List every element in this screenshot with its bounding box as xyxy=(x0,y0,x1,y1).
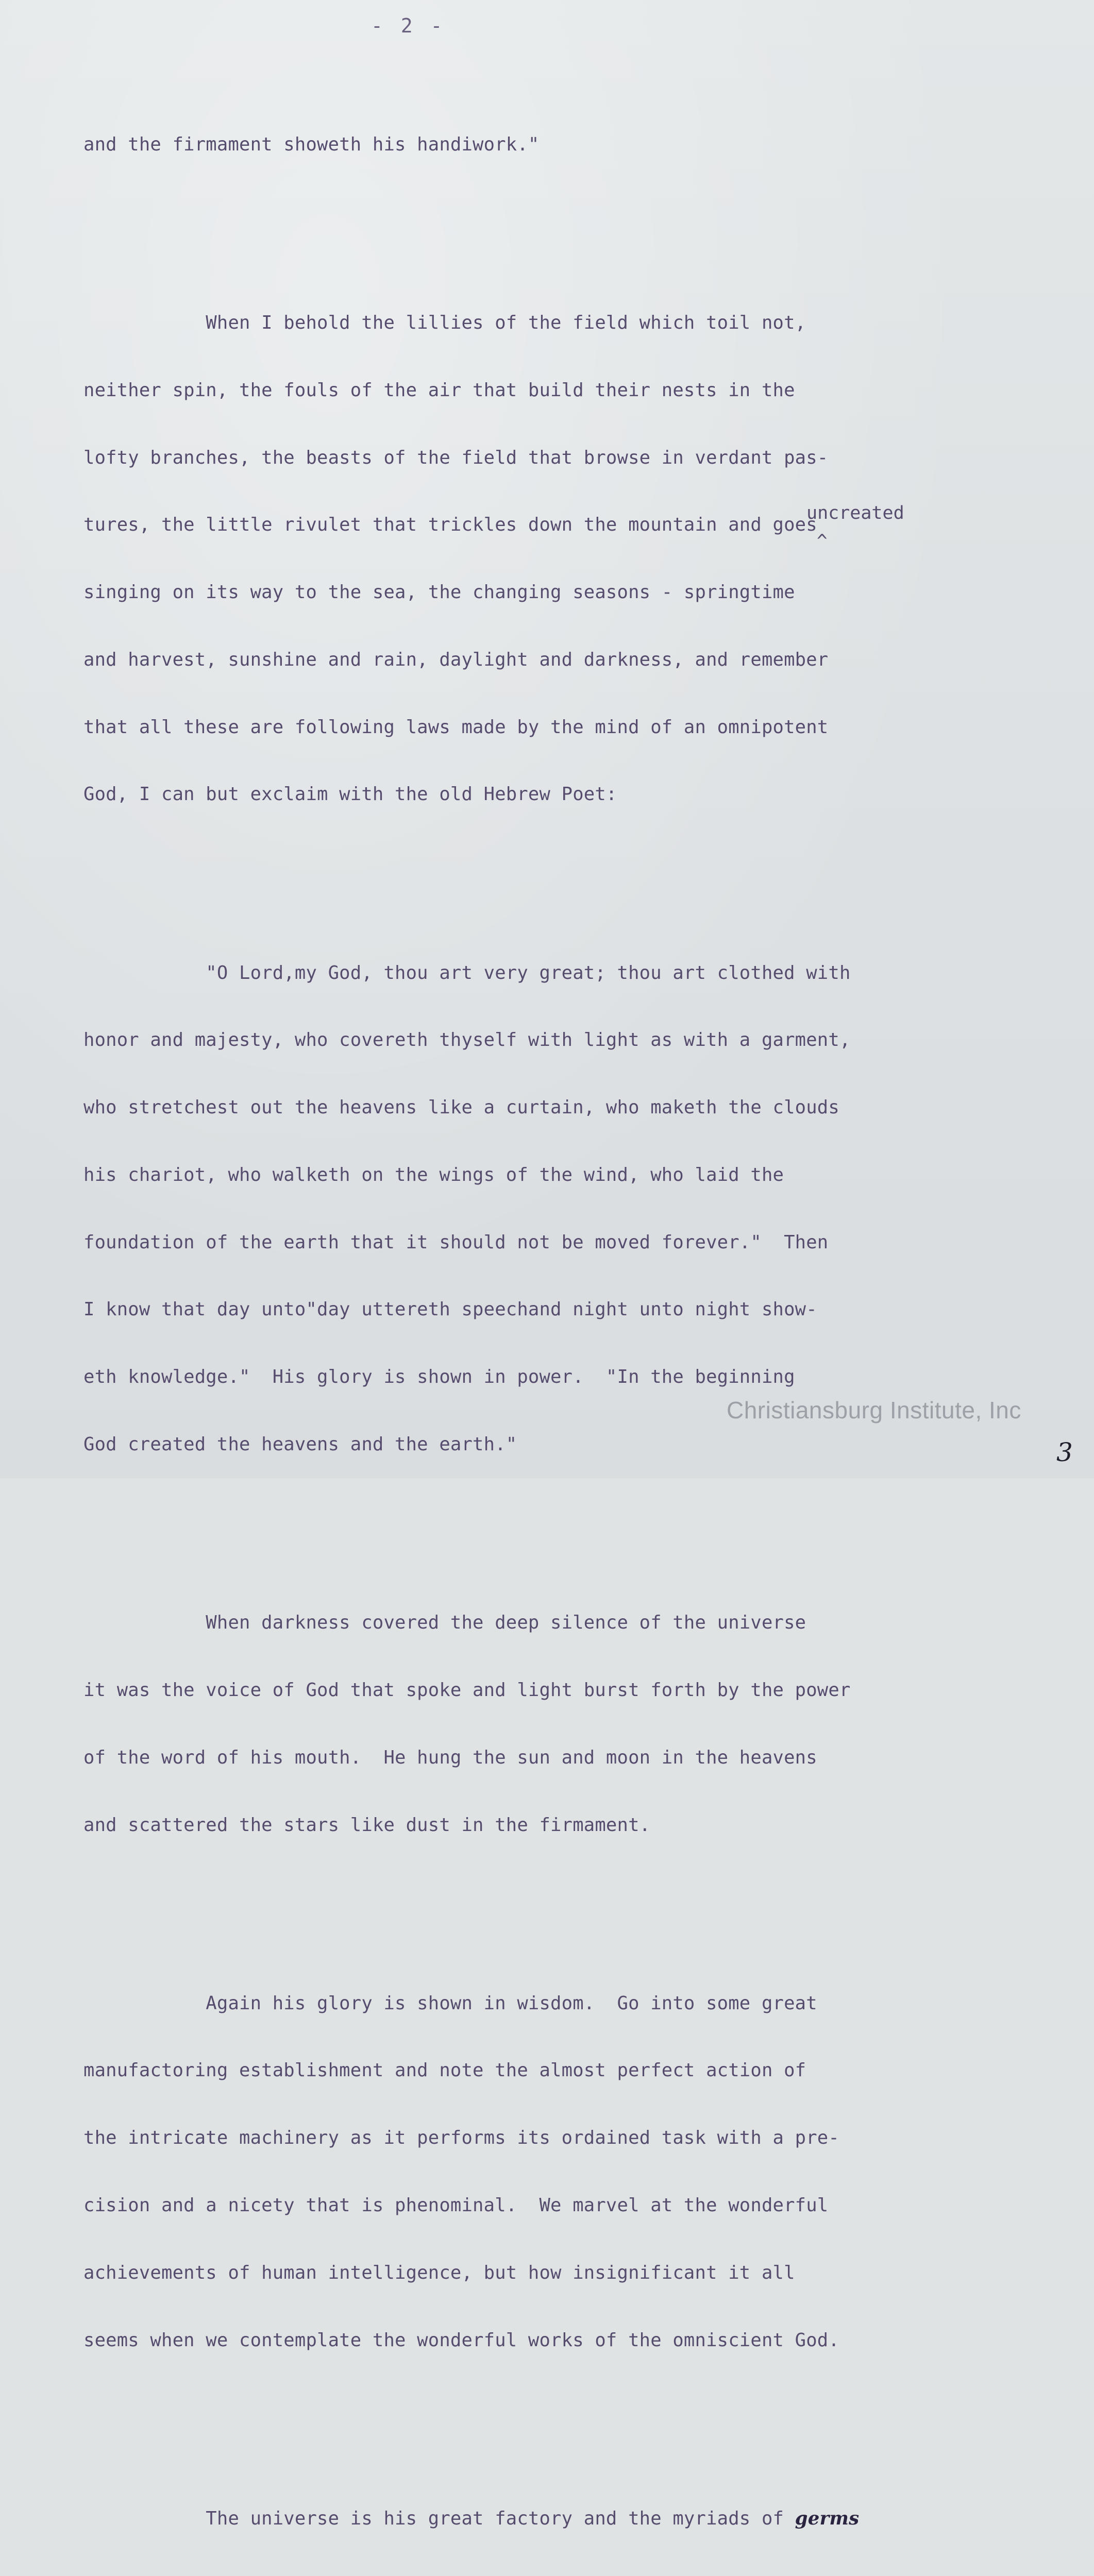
text-line: cision and a nicety that is phenominal. We marvel at the wonderful xyxy=(83,2195,829,2216)
text-line: God, I can but exclaim with the old Hebrew Poet: xyxy=(83,784,617,805)
text-line: of the word of his mouth. He hung the sun and moon in the heavens xyxy=(83,1747,817,1768)
watermark: Christiansburg Institute, Inc xyxy=(727,1397,1021,1423)
text-line: I know that day unto"day uttereth speechand night unto night show- xyxy=(83,1299,817,1320)
text-line: When darkness covered the deep silence of the universe xyxy=(83,1612,806,1634)
insertion-caret: ^ xyxy=(817,531,828,551)
text-line xyxy=(83,2575,1016,2576)
text-line: that all these are following laws made by the mind of an omnipotent xyxy=(83,716,829,738)
handwritten-word: germs xyxy=(795,2507,860,2529)
text-line: and the firmament showeth his handiwork." xyxy=(83,133,540,155)
text-line: and harvest, sunshine and rain, daylight and darkness, and remember xyxy=(83,649,829,670)
text-line: his chariot, who walketh on the wings of the wind, who laid the xyxy=(83,1164,784,1185)
text-line: honor and majesty, who covereth thyself with light as with a garment, xyxy=(83,1029,851,1051)
handwritten-insertion: uncreated xyxy=(806,503,904,523)
text-line: God created the heavens and the earth." xyxy=(83,1434,517,1455)
text-line: manufactoring establishment and note the almost perfect action of xyxy=(83,2060,806,2081)
text-line: eth knowledge." His glory is shown in power. "In the beginning xyxy=(83,1366,795,1388)
text-line: seems when we contemplate the wonderful works of the omniscient God. xyxy=(83,2329,839,2351)
page-number: - 2 - xyxy=(371,14,446,37)
text-line: and scattered the stars like dust in the firmament. xyxy=(83,1814,651,1836)
text-line: When I behold the lillies of the field which toil not, xyxy=(83,312,806,333)
text-line: who stretchest out the heavens like a curtain, who maketh the clouds xyxy=(83,1097,839,1118)
text-line: "O Lord,my God, thou art very great; thou art clothed with xyxy=(83,962,851,984)
text-line: neither spin, the fouls of the air that build their nests in the xyxy=(83,379,795,401)
text-line: achievements of human intelligence, but how insignificant it all xyxy=(83,2262,795,2283)
text-line: the intricate machinery as it performs its ordained task with a pre- xyxy=(83,2127,839,2149)
typed-letter-body xyxy=(83,66,1016,2576)
page-mark: 3 xyxy=(1056,1437,1073,1467)
text-line: The universe is his great factory and the myriads of germs xyxy=(83,2507,860,2529)
text-line: Again his glory is shown in wisdom. Go into some great xyxy=(83,1992,817,2014)
text-line: singing on its way to the sea, the changing seasons - springtime xyxy=(83,582,795,603)
text-line: lofty branches, the beasts of the field that browse in verdant pas- xyxy=(83,447,829,468)
text-line: it was the voice of God that spoke and light burst forth by the power xyxy=(83,1679,851,1701)
text-line: foundation of the earth that it should not be moved forever." Then xyxy=(83,1231,829,1253)
text-line: tures, the little rivulet that trickles down the mountain and goes xyxy=(83,514,817,536)
